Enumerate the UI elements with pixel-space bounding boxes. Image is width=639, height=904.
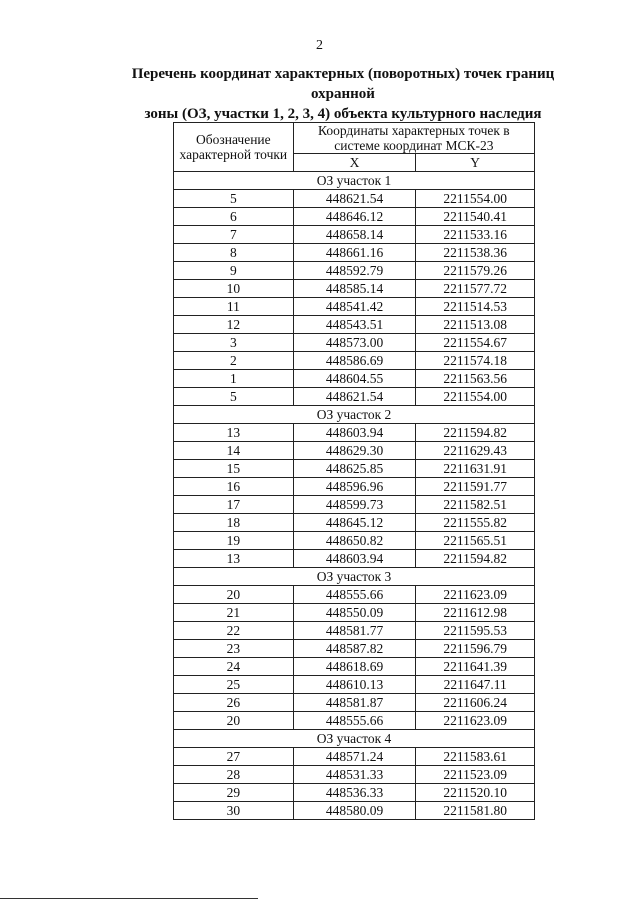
y-coordinate-cell: 2211520.10 (416, 784, 535, 802)
table-row (174, 514, 535, 532)
point-cell: 13 (174, 424, 294, 442)
x-coordinate-cell: 448646.12 (293, 208, 416, 226)
document-title-line-1: Перечень координат характерных (поворотных) точек границ охранной (131, 66, 555, 102)
table-row (174, 532, 535, 550)
table-row (174, 658, 535, 676)
table-row (174, 352, 535, 370)
y-coordinate-cell: 2211581.80 (416, 802, 535, 820)
y-coordinate-cell: 2211563.56 (416, 370, 535, 388)
y-coordinate-cell: 2211612.98 (416, 604, 535, 622)
x-coordinate-cell: 448645.12 (293, 514, 416, 532)
y-coordinate-cell: 2211533.16 (416, 226, 535, 244)
x-coordinate-cell: 448618.69 (293, 658, 416, 676)
table-row (174, 478, 535, 496)
y-coordinate-cell: 2211554.00 (416, 190, 535, 208)
coordinates-table-body (174, 172, 535, 820)
table-row (174, 694, 535, 712)
x-coordinate-cell: 448661.16 (293, 244, 416, 262)
table-row (174, 748, 535, 766)
table-row (174, 784, 535, 802)
section-title: ОЗ участок 4 (174, 730, 535, 748)
x-coordinate-cell: 448585.14 (293, 280, 416, 298)
point-cell: 5 (174, 388, 294, 406)
x-coordinate-cell: 448580.09 (293, 802, 416, 820)
point-cell: 24 (174, 658, 294, 676)
x-coordinate-cell: 448587.82 (293, 640, 416, 658)
y-coordinate-cell: 2211579.26 (416, 262, 535, 280)
x-coordinate-cell: 448621.54 (293, 190, 416, 208)
y-coordinate-cell: 2211594.82 (416, 550, 535, 568)
point-cell: 20 (174, 712, 294, 730)
y-coordinate-cell: 2211641.39 (416, 658, 535, 676)
y-coordinate-cell: 2211594.82 (416, 424, 535, 442)
point-cell: 2 (174, 352, 294, 370)
table-row (174, 280, 535, 298)
point-cell: 26 (174, 694, 294, 712)
point-cell: 1 (174, 370, 294, 388)
point-cell: 29 (174, 784, 294, 802)
table-row (174, 208, 535, 226)
section-header-row (174, 568, 535, 586)
y-coordinate-cell: 2211555.82 (416, 514, 535, 532)
x-coordinate-cell: 448650.82 (293, 532, 416, 550)
section-title: ОЗ участок 1 (174, 172, 535, 190)
table-row (174, 262, 535, 280)
point-cell: 5 (174, 190, 294, 208)
x-coordinate-cell: 448536.33 (293, 784, 416, 802)
table-row (174, 316, 535, 334)
x-coordinate-cell: 448571.24 (293, 748, 416, 766)
table-row (174, 424, 535, 442)
x-coordinate-cell: 448581.87 (293, 694, 416, 712)
section-title: ОЗ участок 3 (174, 568, 535, 586)
table-row (174, 676, 535, 694)
x-coordinate-cell: 448610.13 (293, 676, 416, 694)
y-coordinate-cell: 2211606.24 (416, 694, 535, 712)
point-cell: 12 (174, 316, 294, 334)
point-cell: 9 (174, 262, 294, 280)
point-cell: 20 (174, 586, 294, 604)
x-coordinate-cell: 448658.14 (293, 226, 416, 244)
table-row (174, 298, 535, 316)
table-row (174, 496, 535, 514)
point-cell: 25 (174, 676, 294, 694)
table-row (174, 622, 535, 640)
point-cell: 21 (174, 604, 294, 622)
table-row (174, 550, 535, 568)
point-cell: 13 (174, 550, 294, 568)
x-coordinate-cell: 448555.66 (293, 712, 416, 730)
y-coordinate-cell: 2211523.09 (416, 766, 535, 784)
y-coordinate-cell: 2211577.72 (416, 280, 535, 298)
x-coordinate-cell: 448625.85 (293, 460, 416, 478)
point-cell: 8 (174, 244, 294, 262)
coordinates-table-header (174, 123, 535, 172)
y-coordinate-cell: 2211514.53 (416, 298, 535, 316)
table-row (174, 370, 535, 388)
y-coordinate-cell: 2211565.51 (416, 532, 535, 550)
point-cell: 23 (174, 640, 294, 658)
point-cell: 17 (174, 496, 294, 514)
y-coordinate-cell: 2211595.53 (416, 622, 535, 640)
x-coordinate-cell: 448596.96 (293, 478, 416, 496)
table-row (174, 388, 535, 406)
y-coordinate-cell: 2211583.61 (416, 748, 535, 766)
point-cell: 27 (174, 748, 294, 766)
point-cell: 10 (174, 280, 294, 298)
point-cell: 22 (174, 622, 294, 640)
table-row (174, 640, 535, 658)
x-coordinate-cell: 448621.54 (293, 388, 416, 406)
y-coordinate-cell: 2211623.09 (416, 712, 535, 730)
table-row (174, 442, 535, 460)
section-header-row (174, 406, 535, 424)
x-coordinate-cell: 448586.69 (293, 352, 416, 370)
table-row (174, 460, 535, 478)
x-coordinate-cell: 448603.94 (293, 424, 416, 442)
y-coordinate-cell: 2211629.43 (416, 442, 535, 460)
point-cell: 3 (174, 334, 294, 352)
point-cell: 18 (174, 514, 294, 532)
x-coordinate-cell: 448550.09 (293, 604, 416, 622)
y-coordinate-cell: 2211631.91 (416, 460, 535, 478)
table-row (174, 604, 535, 622)
y-coordinate-cell: 2211540.41 (416, 208, 535, 226)
coordinates-table (173, 122, 535, 820)
table-row (174, 802, 535, 820)
x-coordinate-cell: 448581.77 (293, 622, 416, 640)
table-row (174, 226, 535, 244)
section-header-row (174, 730, 535, 748)
y-coordinate-cell: 2211647.11 (416, 676, 535, 694)
x-coordinate-cell: 448629.30 (293, 442, 416, 460)
x-coordinate-cell: 448541.42 (293, 298, 416, 316)
x-coordinate-cell: 448599.73 (293, 496, 416, 514)
point-cell: 11 (174, 298, 294, 316)
point-cell: 14 (174, 442, 294, 460)
coordinates-column-header: Координаты характерных точек в системе координат МСК-23 (293, 123, 534, 154)
footer-rule (0, 898, 258, 899)
point-cell: 19 (174, 532, 294, 550)
y-coordinate-cell: 2211554.00 (416, 388, 535, 406)
table-row (174, 190, 535, 208)
x-coordinate-cell: 448592.79 (293, 262, 416, 280)
point-cell: 15 (174, 460, 294, 478)
x-coordinate-cell: 448555.66 (293, 586, 416, 604)
point-cell: 30 (174, 802, 294, 820)
section-title: ОЗ участок 2 (174, 406, 535, 424)
table-row (174, 712, 535, 730)
point-cell: 7 (174, 226, 294, 244)
y-column-header: Y (416, 154, 535, 172)
table-row (174, 244, 535, 262)
x-coordinate-cell: 448603.94 (293, 550, 416, 568)
document-title (108, 64, 578, 124)
point-cell: 6 (174, 208, 294, 226)
y-coordinate-cell: 2211574.18 (416, 352, 535, 370)
page-number: 2 (316, 38, 323, 53)
y-coordinate-cell: 2211513.08 (416, 316, 535, 334)
table-row (174, 766, 535, 784)
y-coordinate-cell: 2211554.67 (416, 334, 535, 352)
document-title-line-2: зоны (ОЗ, участки 1, 2, 3, 4) объекта культурного наследия (144, 106, 542, 122)
x-coordinate-cell: 448543.51 (293, 316, 416, 334)
x-coordinate-cell: 448531.33 (293, 766, 416, 784)
y-coordinate-cell: 2211596.79 (416, 640, 535, 658)
y-coordinate-cell: 2211591.77 (416, 478, 535, 496)
y-coordinate-cell: 2211538.36 (416, 244, 535, 262)
x-coordinate-cell: 448573.00 (293, 334, 416, 352)
table-row (174, 586, 535, 604)
section-header-row (174, 172, 535, 190)
point-column-header: Обозначение характерной точки (174, 123, 294, 172)
table-row (174, 334, 535, 352)
point-cell: 16 (174, 478, 294, 496)
y-coordinate-cell: 2211582.51 (416, 496, 535, 514)
x-coordinate-cell: 448604.55 (293, 370, 416, 388)
x-column-header: X (293, 154, 416, 172)
y-coordinate-cell: 2211623.09 (416, 586, 535, 604)
point-cell: 28 (174, 766, 294, 784)
